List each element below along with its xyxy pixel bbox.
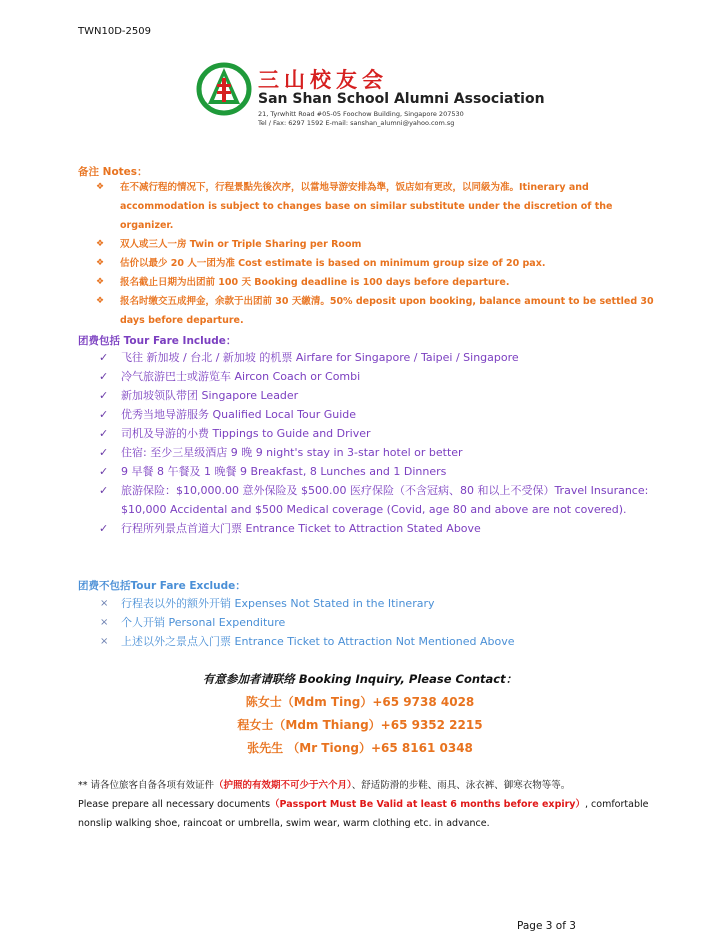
list-item: ✓ 优秀当地导游服务 Qualified Local Tour Guide — [96, 405, 656, 424]
list-item: × 行程表以外的额外开销 Expenses Not Stated in the Itinerary — [96, 594, 656, 613]
checkmark-icon: ✓ — [99, 370, 109, 383]
list-item: ✓ 冷气旅游巴士或游览车 Aircon Coach or Combi — [96, 367, 656, 386]
list-item: ✓ 9 早餐 8 午餐及 1 晚餐 9 Breakfast, 8 Lunches and 1 Dinners — [96, 462, 656, 481]
association-name-cn: 三山校友会 — [258, 67, 388, 92]
passport-validity-cn: （护照的有效期不可少于六个月） — [214, 780, 352, 791]
include-heading: 团费包括 Tour Fare Include： — [78, 335, 237, 347]
diamond-bullet-icon: ❖ — [96, 258, 105, 268]
page-number: Page 3 of 3 — [517, 920, 576, 932]
cross-icon: × — [100, 617, 109, 628]
checkmark-icon: ✓ — [99, 427, 109, 440]
association-header — [196, 60, 556, 132]
association-name-en: San Shan School Alumni Association — [258, 91, 545, 107]
contact-person: 程女士（Mdm Thiang）+65 9352 2215 — [237, 718, 483, 732]
checkmark-icon: ✓ — [99, 408, 109, 421]
association-logo-icon — [196, 60, 252, 116]
list-item: ✓ 行程所列景点首道大门票 Entrance Ticket to Attraction Stated Above — [96, 519, 656, 538]
checkmark-icon: ✓ — [99, 465, 109, 478]
contact-person: 张先生 （Mr Tiong）+65 8161 0348 — [247, 741, 473, 755]
list-item: ✓ 司机及导游的小费 Tippings to Guide and Driver — [96, 424, 656, 443]
exclude-list — [96, 594, 656, 651]
list-item: ✓ 新加坡领队带团 Singapore Leader — [96, 386, 656, 405]
notes-list — [96, 178, 656, 330]
list-item: × 个人开销 Personal Expenditure — [96, 613, 656, 632]
document-code: TWN10D-2509 — [78, 26, 151, 37]
preparation-note-en: Please prepare all necessary documents（Passport Must Be Valid at least 6 months before expiry）, comfortable nonslip walking shoe, raincoat or umbrella, swim wear, warm clothing etc. in advance. — [78, 799, 649, 829]
contact-person: 陈女士（Mdm Ting）+65 9738 4028 — [245, 695, 475, 709]
list-item: ✓ 飞往 新加坡 / 台北 / 新加坡 的机票 Airfare for Singapore / Taipei / Singapore — [96, 348, 656, 367]
diamond-bullet-icon: ❖ — [96, 239, 105, 249]
notes-heading: 备注 Notes： — [78, 166, 148, 178]
cross-icon: × — [100, 598, 109, 609]
preparation-note-cn: ** 请各位旅客自备各项有效证件（护照的有效期不可少于六个月）、舒适防滑的步鞋、雨具、泳衣裤、御寒衣物等等。 — [78, 780, 571, 791]
checkmark-icon: ✓ — [99, 484, 109, 497]
list-item: ❖ 双人或三人一房 Twin or Triple Sharing per Room — [96, 235, 656, 254]
list-item: ❖ 报名时缴交五成押金，余款于出团前 30 天繳清。50% deposit upon booking, balance amount to be settled 30 days before departure. — [96, 292, 656, 330]
list-item: ❖ 估价以最少 20 人一团为准 Cost estimate is based on minimum group size of 20 pax. — [96, 254, 656, 273]
exclude-heading: 团费不包括Tour Fare Exclude： — [78, 580, 246, 592]
cross-icon: × — [100, 636, 109, 647]
list-item: ❖ 报名截止日期为出团前 100 天 Booking deadline is 100 days before departure. — [96, 273, 656, 292]
checkmark-icon: ✓ — [99, 446, 109, 459]
list-item: ✓ 住宿: 至少三星级酒店 9 晚 9 night's stay in 3-star hotel or better — [96, 443, 656, 462]
diamond-bullet-icon: ❖ — [96, 296, 105, 306]
association-address: 21, Tyrwhitt Road #05-05 Foochow Building, Singapore 207530 — [258, 110, 464, 118]
checkmark-icon: ✓ — [99, 351, 109, 364]
diamond-bullet-icon: ❖ — [96, 182, 105, 192]
include-list — [96, 348, 656, 538]
diamond-bullet-icon: ❖ — [96, 277, 105, 287]
list-item: ❖ 在不减行程的情况下，行程景點先後次序，以當地导游安排為準，饭店如有更改，以同級为准。Itinerary and accommodation is subject to changes base on similar substitute under the discretion of the organizer. — [96, 178, 656, 235]
list-item: × 上述以外之景点入门票 Entrance Ticket to Attraction Not Mentioned Above — [96, 632, 656, 651]
passport-validity-en: （Passport Must Be Valid at least 6 months before expiry） — [270, 799, 585, 810]
association-contact: Tel / Fax: 6297 1592 E-mail: sanshan_alumni@yahoo.com.sg — [258, 119, 455, 127]
list-item: ✓ 旅游保险：$10,000.00 意外保险及 $500.00 医疗保险（不含冠病、80 和以上不受保）Travel Insurance: $10,000 Accidental and $500 Medical coverage (Covid, age 80 and above are not covered). — [96, 481, 656, 519]
booking-inquiry-heading: 有意参加者请联络 Booking Inquiry, Please Contact： — [202, 672, 518, 686]
checkmark-icon: ✓ — [99, 522, 109, 535]
checkmark-icon: ✓ — [99, 389, 109, 402]
